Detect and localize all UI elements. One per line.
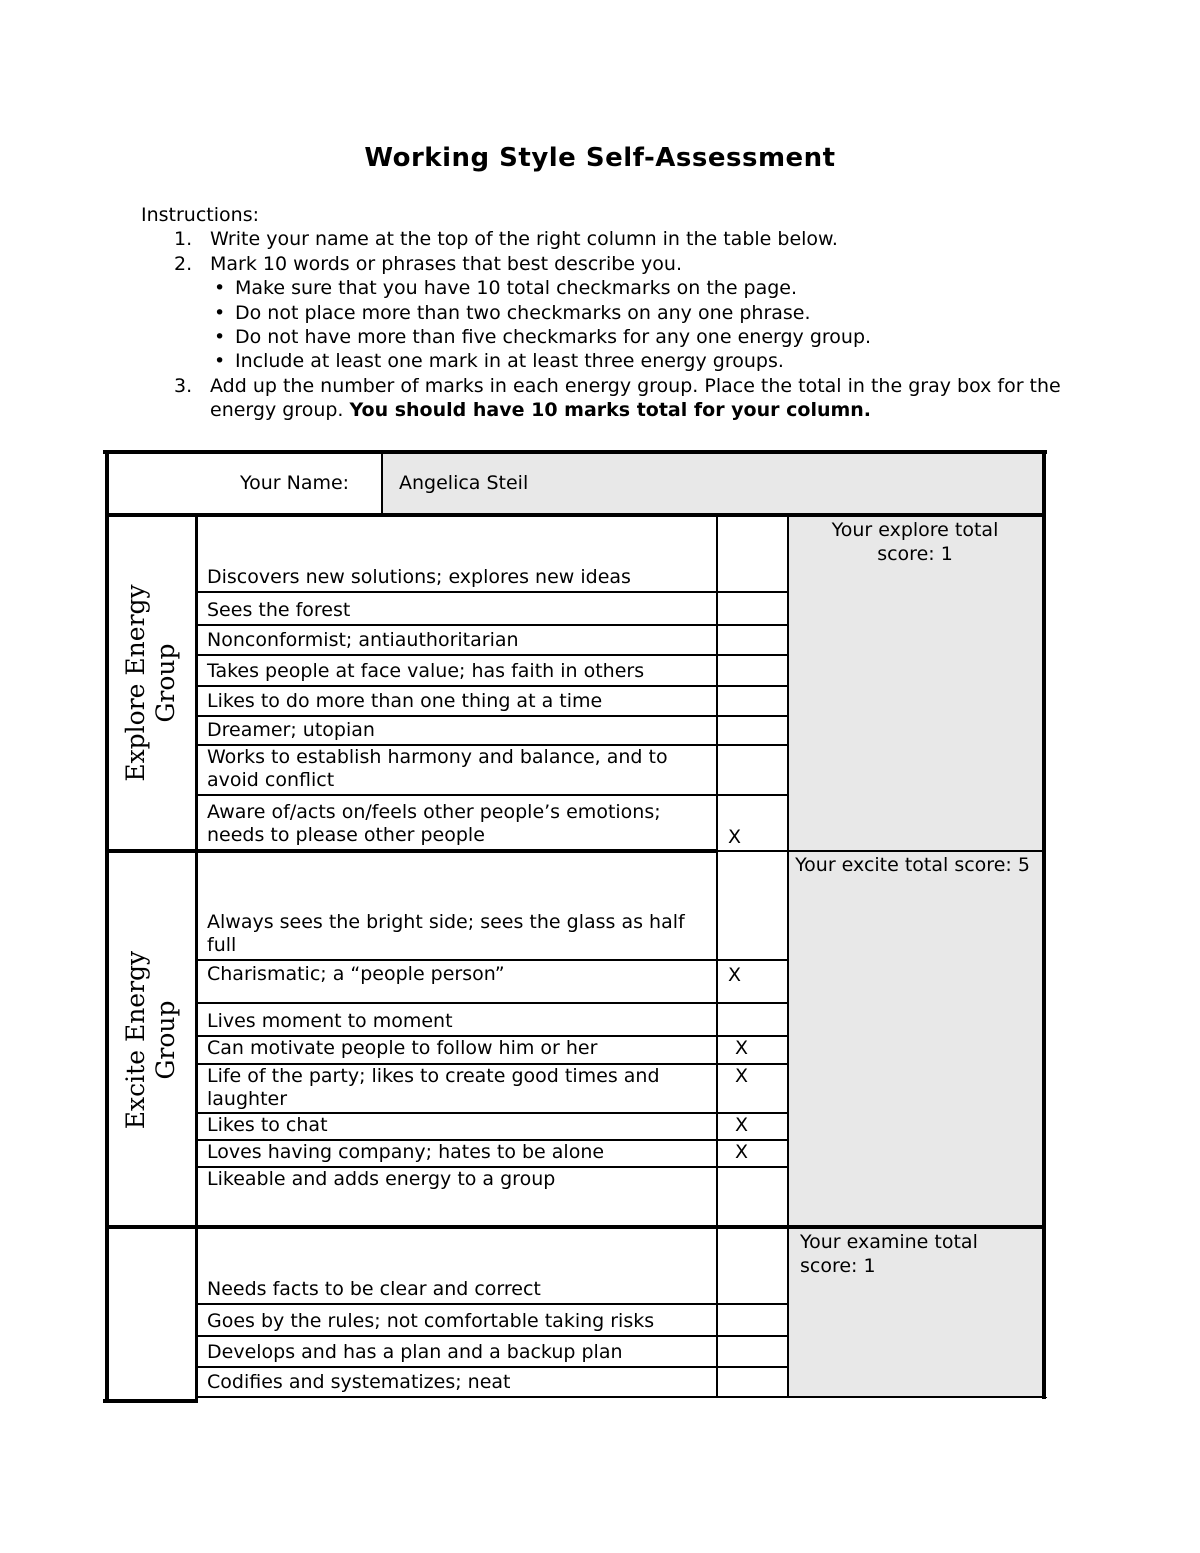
table-rule	[787, 515, 789, 1397]
group-label-line: Group	[151, 642, 180, 723]
phrase-cell	[196, 1167, 717, 1227]
table-rule	[196, 685, 788, 687]
table-rule	[716, 515, 718, 1397]
phrase-cell	[196, 1113, 717, 1140]
table-rule	[105, 450, 109, 1403]
phrase-cell	[196, 1140, 717, 1167]
group-label-line: Group	[151, 999, 180, 1080]
phrase-text: Goes by the rules; not comfortable taking risks	[207, 1310, 655, 1332]
table-rule	[196, 1112, 788, 1114]
phrase-text: Codifies and systematizes; neat	[207, 1371, 511, 1393]
instruction-step-3	[141, 374, 1081, 423]
step-text-bold: You should have 10 marks total for your column.	[349, 399, 872, 422]
table-rule	[196, 959, 788, 961]
phrase-cell	[196, 686, 717, 716]
checkmark-cell[interactable]	[717, 686, 788, 716]
bullet-icon: •	[214, 350, 226, 373]
group-label	[121, 563, 181, 803]
table-rule	[196, 744, 788, 746]
checkmark-cell[interactable]	[717, 1304, 788, 1336]
table-rule	[196, 1366, 788, 1368]
table-rule	[107, 513, 1044, 517]
phrase-cell	[196, 1336, 717, 1367]
phrase-text: Likes to do more than one thing at a time	[207, 690, 603, 712]
phrase-cell	[196, 655, 717, 686]
checkmark-cell[interactable]	[717, 1336, 788, 1367]
phrase-text: Nonconformist; antiauthoritarian	[207, 629, 519, 651]
phrase-cell	[196, 592, 717, 625]
phrase-text: Loves having company; hates to be alone	[207, 1141, 605, 1163]
score-box-bg	[788, 852, 1044, 1227]
phrase-text: Needs facts to be clear and correct	[207, 1278, 541, 1300]
phrase-text: Charismatic; a “people person”	[207, 963, 505, 985]
phrase-cell	[196, 960, 717, 1003]
name-value[interactable]: Angelica Steil	[399, 472, 529, 494]
step-text: Mark 10 words or phrases that best describe you.	[210, 252, 682, 275]
checkmark-cell[interactable]	[717, 655, 788, 686]
phrase-cell	[196, 1229, 717, 1304]
checkmark-cell[interactable]	[717, 1064, 788, 1113]
table-rule	[717, 850, 788, 852]
step-number: 2.	[174, 252, 193, 275]
group-label-line: Explore Energy	[121, 583, 150, 782]
group-total-score: Your examine total score: 1	[800, 1231, 978, 1277]
checkmark-cell[interactable]	[717, 1036, 788, 1064]
table-rule	[196, 1063, 788, 1065]
checkmark-cell[interactable]	[717, 716, 788, 745]
phrase-cell	[196, 1304, 717, 1336]
checkmark-value: X	[735, 1065, 749, 1087]
phrase-text: Sees the forest	[207, 599, 351, 621]
phrase-cell	[196, 625, 717, 655]
instruction-bullet	[141, 276, 1081, 300]
table-rule	[196, 794, 788, 796]
checkmark-value: X	[735, 1114, 749, 1136]
phrase-cell	[196, 745, 717, 795]
checkmark-cell[interactable]	[717, 745, 788, 795]
instructions-heading: Instructions:	[141, 204, 259, 226]
checkmark-cell[interactable]	[717, 1367, 788, 1397]
table-rule	[196, 1303, 788, 1305]
checkmark-cell[interactable]	[717, 1113, 788, 1140]
phrase-cell	[196, 716, 717, 745]
instructions	[141, 203, 1081, 423]
table-rule	[107, 1225, 1044, 1229]
instruction-step-2	[141, 252, 1081, 276]
instruction-bullet	[141, 349, 1081, 373]
phrase-text: Lives moment to moment	[207, 1010, 453, 1032]
name-label: Your Name:	[240, 472, 350, 494]
checkmark-cell[interactable]	[717, 518, 788, 592]
checkmark-cell[interactable]	[717, 1003, 788, 1036]
table-rule	[195, 515, 198, 1401]
phrase-text: Takes people at face value; has faith in others	[207, 660, 645, 682]
step-number: 3.	[174, 374, 193, 397]
table-rule	[381, 452, 383, 515]
phrase-cell	[196, 1367, 717, 1397]
phrase-cell	[196, 1036, 717, 1064]
instruction-bullet	[141, 325, 1081, 349]
instruction-step-1	[141, 227, 1081, 251]
table-rule	[196, 1335, 788, 1337]
checkmark-value: X	[728, 826, 742, 848]
page-title: Working Style Self-Assessment	[364, 143, 836, 173]
group-total-score: Your excite total score: 5	[795, 854, 1030, 876]
checkmark-cell[interactable]	[717, 1229, 788, 1304]
step-number: 1.	[174, 228, 193, 251]
checkmark-cell[interactable]	[717, 852, 788, 960]
phrase-text: Can motivate people to follow him or her	[207, 1037, 598, 1059]
phrase-text: Likeable and adds energy to a group	[207, 1168, 556, 1190]
checkmark-cell[interactable]	[717, 592, 788, 625]
group-label	[121, 920, 181, 1160]
table-rule	[103, 450, 1047, 454]
phrase-cell	[196, 1064, 717, 1113]
table-rule	[196, 715, 788, 717]
step-text: Write your name at the top of the right column in the table below.	[210, 228, 838, 251]
table-rule	[788, 850, 1044, 852]
group-total-score: Your explore total score: 1	[831, 519, 999, 565]
checkmark-cell[interactable]	[717, 625, 788, 655]
step-text: Add up the number of marks in each energy group. Place the total in the gray box for the energy group.	[210, 374, 1061, 422]
phrase-text: Works to establish harmony and balance, and to avoid conflict	[207, 746, 668, 791]
table-rule	[196, 1002, 788, 1004]
instruction-bullet	[141, 301, 1081, 325]
checkmark-cell[interactable]	[717, 795, 788, 850]
checkmark-cell[interactable]	[717, 1140, 788, 1167]
table-rule	[196, 1035, 788, 1037]
table-rule	[196, 1166, 788, 1168]
step-text-wrap	[210, 374, 1081, 423]
bullet-text: Do not place more than two checkmarks on any one phrase.	[235, 301, 811, 324]
checkmark-cell[interactable]	[717, 1167, 788, 1227]
phrase-cell	[196, 518, 717, 592]
phrase-text: Dreamer; utopian	[207, 719, 375, 741]
bullet-text: Do not have more than five checkmarks for any one energy group.	[235, 326, 872, 349]
phrase-text: Life of the party; likes to create good times and laughter	[207, 1065, 660, 1110]
table-rule	[196, 1396, 1044, 1398]
table-rule	[196, 624, 788, 626]
phrase-text: Likes to chat	[207, 1114, 328, 1136]
table-rule	[103, 1399, 198, 1403]
bullet-text: Make sure that you have 10 total checkmarks on the page.	[235, 277, 798, 300]
table-rule	[1042, 450, 1046, 1399]
bullet-text: Include at least one mark in at least three energy groups.	[235, 350, 784, 373]
checkmark-cell[interactable]	[717, 960, 788, 1003]
phrase-text: Discovers new solutions; explores new ideas	[207, 566, 631, 588]
checkmark-value: X	[735, 1037, 749, 1059]
table-rule	[196, 591, 788, 593]
phrase-text: Always sees the bright side; sees the glass as half full	[207, 911, 685, 956]
checkmark-value: X	[728, 964, 742, 986]
checkmark-value: X	[735, 1141, 749, 1163]
table-rule	[196, 1139, 788, 1141]
phrase-cell	[196, 1003, 717, 1036]
bullet-icon: •	[214, 326, 226, 349]
table-rule	[196, 654, 788, 656]
bullet-icon: •	[214, 277, 226, 300]
table-rule	[107, 849, 717, 853]
phrase-cell	[196, 852, 717, 960]
group-label-line: Excite Energy	[121, 950, 150, 1129]
phrase-cell	[196, 795, 717, 850]
phrase-text: Aware of/acts on/feels other people’s emotions; needs to please other people	[207, 801, 661, 846]
bullet-icon: •	[214, 301, 226, 324]
phrase-text: Develops and has a plan and a backup plan	[207, 1341, 623, 1363]
